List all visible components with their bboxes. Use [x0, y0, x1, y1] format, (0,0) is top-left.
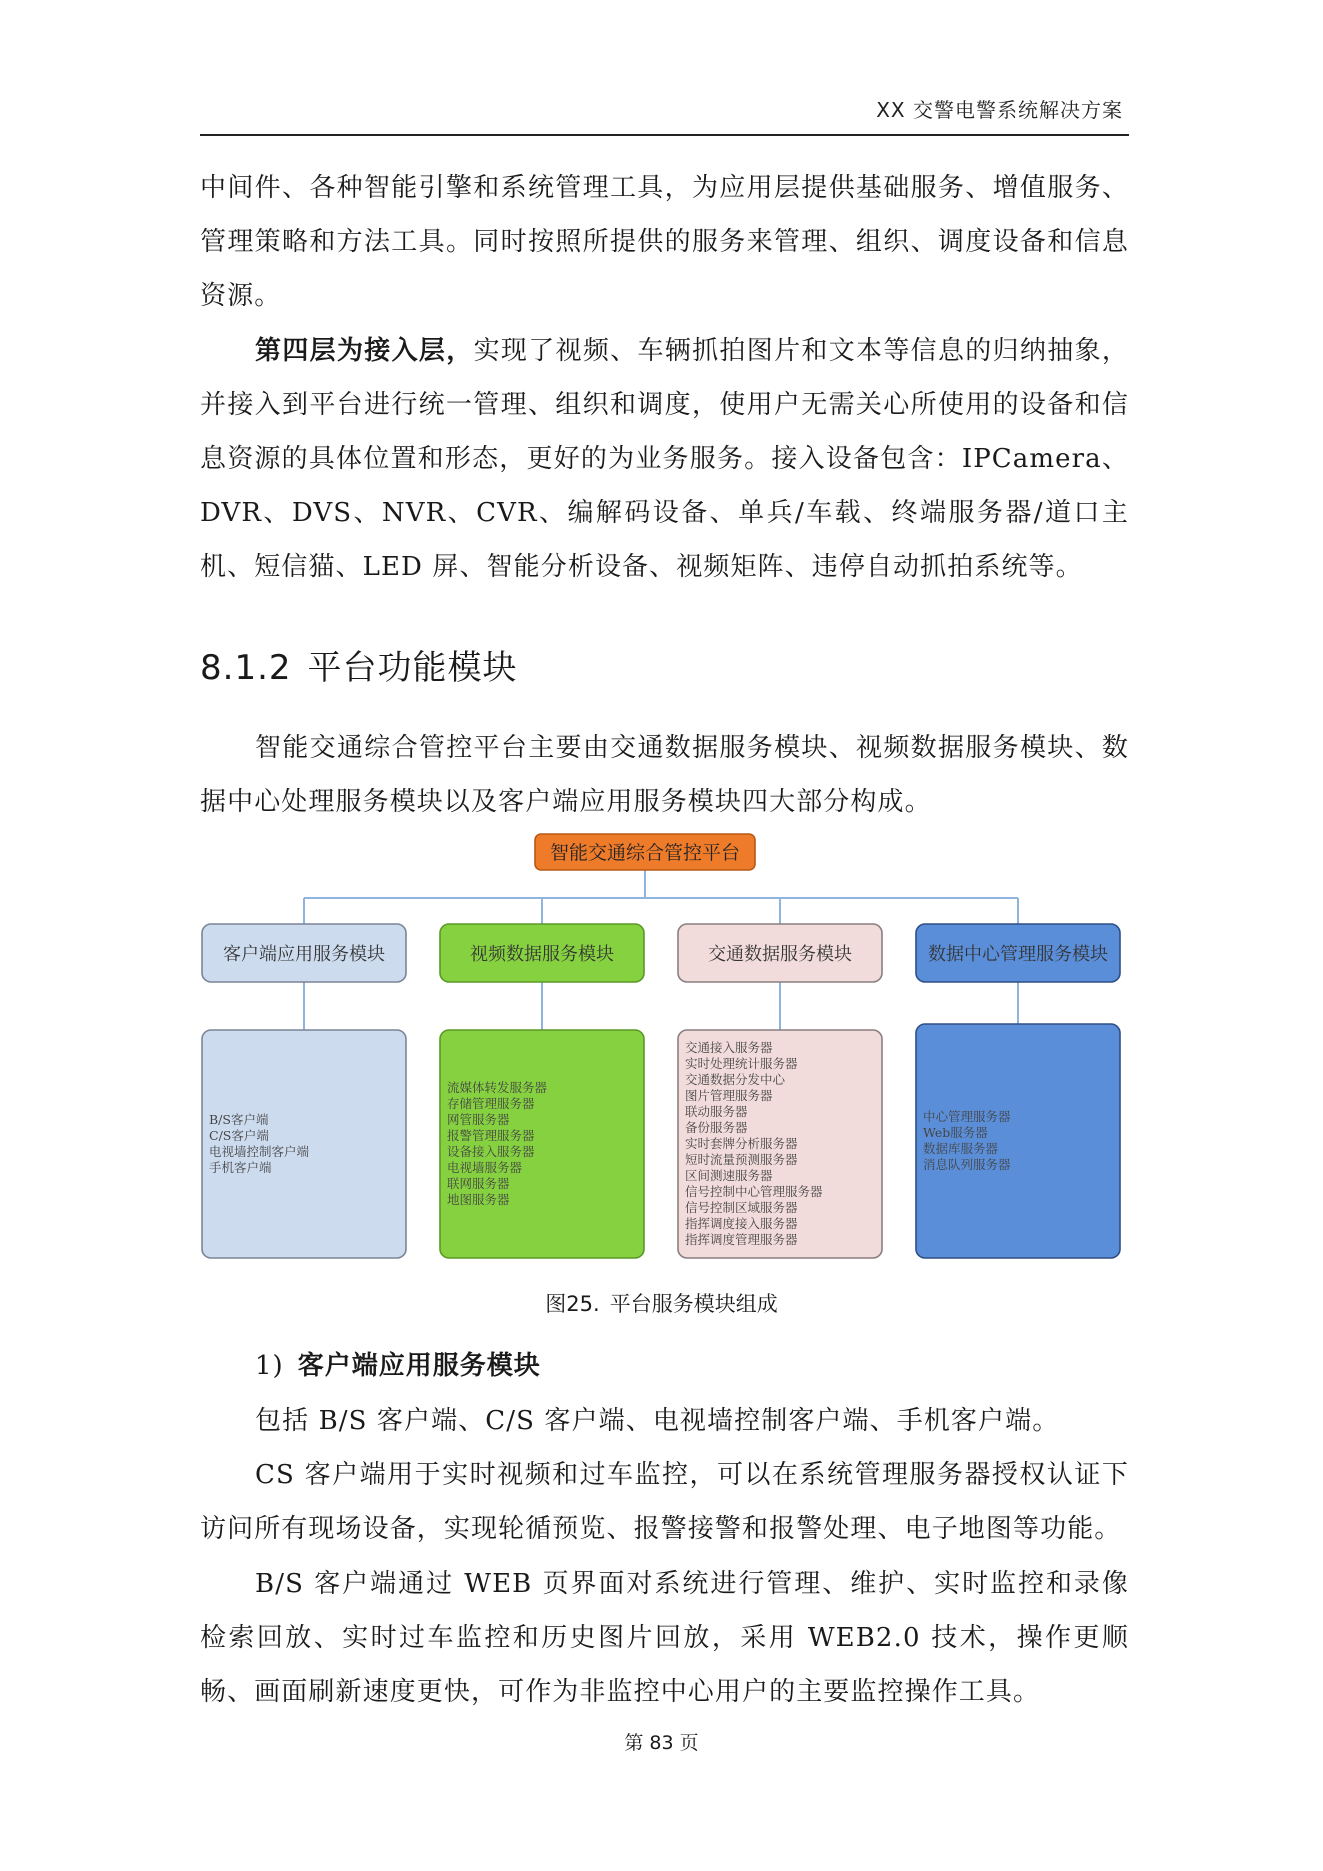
section-intro-paragraph: 智能交通综合管控平台主要由交通数据服务模块、视频数据服务模块、数据中心处理服务模块以及客户端应用服务模块四大部分构成。 — [200, 733, 1129, 817]
subsection-index: 1) — [255, 1351, 284, 1381]
server-item: 电视墙服务器 — [447, 1160, 523, 1175]
subsection-heading — [255, 1345, 541, 1382]
server-item: Web服务器 — [923, 1125, 988, 1140]
figure-caption — [0, 1288, 1323, 1318]
server-item: 备份服务器 — [685, 1120, 748, 1135]
server-item: C/S客户端 — [209, 1128, 269, 1143]
page-number: 第 83 页 — [624, 1732, 699, 1754]
server-item: 区间测速服务器 — [685, 1168, 773, 1183]
server-item: 信号控制区域服务器 — [685, 1200, 798, 1215]
section-title: 平台功能模块 — [307, 648, 518, 688]
figure-title: 平台服务模块组成 — [609, 1292, 778, 1316]
server-item: 信号控制中心管理服务器 — [685, 1184, 823, 1199]
server-item: 消息队列服务器 — [923, 1157, 1011, 1172]
server-item: 报警管理服务器 — [447, 1128, 535, 1143]
server-item: 存储管理服务器 — [447, 1096, 535, 1111]
platform-module-diagram — [190, 826, 1130, 1276]
server-item: 图片管理服务器 — [685, 1088, 773, 1103]
header-divider — [200, 134, 1129, 136]
server-item: 设备接入服务器 — [447, 1144, 535, 1159]
module-label-4: 数据中心管理服务模块 — [928, 944, 1108, 965]
server-item: 实时处理统计服务器 — [685, 1056, 798, 1071]
access-layer-lead: 第四层为接入层， — [255, 336, 474, 366]
section-number: 8.1.2 — [200, 648, 292, 688]
root-node-label: 智能交通综合管控平台 — [549, 842, 741, 864]
server-item: 指挥调度管理服务器 — [685, 1232, 798, 1247]
access-layer-text: 实现了视频、车辆抓拍图片和文本等信息的归纳抽象，并接入到平台进行统一管理、组织和调度，使用户无需关心所使用的设备和信息资源的具体位置和形态，更好的为业务服务。接入设备包含：IPCamera、DVR、DVS、NVR、CVR、编解码设备、单兵/车载、终端服务器/道口主机、短信猫、LED 屏、智能分析设备、视频矩阵、违停自动抓拍系统等。 — [200, 336, 1129, 582]
figure-number: 25. — [566, 1292, 600, 1316]
server-item: 网管服务器 — [447, 1112, 510, 1127]
module-label-1: 客户端应用服务模块 — [223, 944, 385, 965]
body-paragraph-1: 包括 B/S 客户端、C/S 客户端、电视墙控制客户端、手机客户端。 — [255, 1406, 1060, 1436]
server-item: 手机客户端 — [209, 1160, 272, 1175]
module-label-2: 视频数据服务模块 — [470, 944, 614, 965]
module-label-3: 交通数据服务模块 — [708, 944, 852, 965]
server-item: 流媒体转发服务器 — [447, 1080, 548, 1095]
server-item: 联网服务器 — [447, 1176, 510, 1191]
subsection-title: 客户端应用服务模块 — [297, 1351, 541, 1381]
figure-prefix: 图 — [545, 1292, 567, 1316]
intro-paragraph-2 — [200, 324, 1129, 594]
document-header-title: XX 交警电警系统解决方案 — [876, 98, 1123, 122]
server-item: 实时套牌分析服务器 — [685, 1136, 798, 1151]
section-heading — [200, 640, 518, 689]
server-item: 短时流量预测服务器 — [685, 1152, 798, 1167]
server-item: 指挥调度接入服务器 — [685, 1216, 798, 1231]
server-item: 地图服务器 — [447, 1192, 510, 1207]
server-item: 数据库服务器 — [923, 1141, 999, 1156]
server-item: 电视墙控制客户端 — [209, 1144, 310, 1159]
body-paragraph-3: B/S 客户端通过 WEB 页界面对系统进行管理、维护、实时监控和录像检索回放、实时过车监控和历史图片回放，采用 WEB2.0 技术，操作更顺畅、画面刷新速度更快，可作为非监控中心用户的主要监控操作工具。 — [200, 1569, 1129, 1707]
server-item: 中心管理服务器 — [923, 1109, 1011, 1124]
server-item: B/S客户端 — [209, 1112, 269, 1127]
server-item: 联动服务器 — [685, 1104, 748, 1119]
server-item: 交通接入服务器 — [685, 1040, 773, 1055]
intro-paragraph-1: 中间件、各种智能引擎和系统管理工具，为应用层提供基础服务、增值服务、管理策略和方法工具。同时按照所提供的服务来管理、组织、调度设备和信息资源。 — [200, 173, 1129, 311]
server-item: 交通数据分发中心 — [685, 1072, 786, 1087]
body-paragraph-2: CS 客户端用于实时视频和过车监控，可以在系统管理服务器授权认证下访问所有现场设备，实现轮循预览、报警接警和报警处理、电子地图等功能。 — [200, 1460, 1129, 1544]
